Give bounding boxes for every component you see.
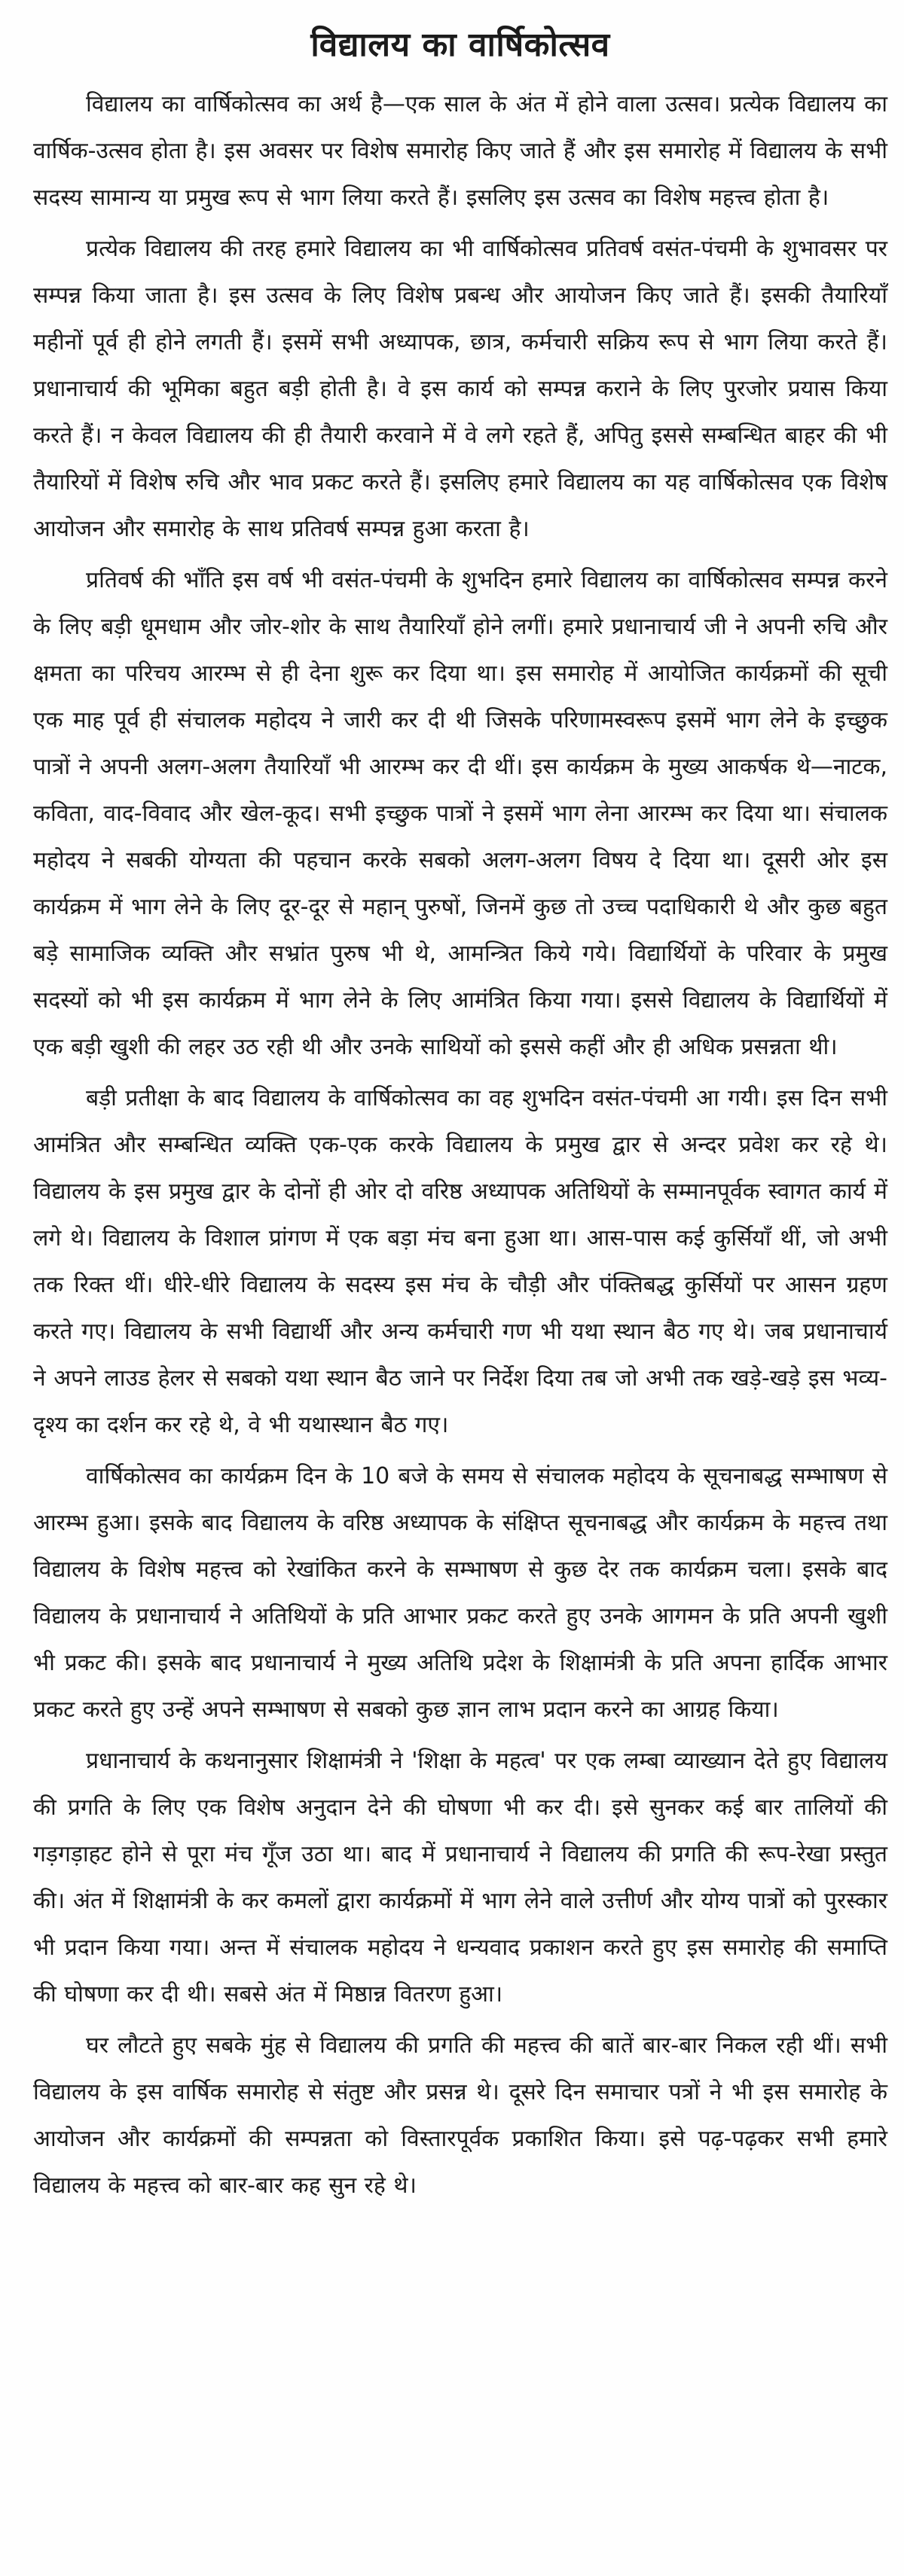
paragraph-5: वार्षिकोत्सव का कार्यक्रम दिन के 10 बजे के समय से संचालक महोदय के सूचनाबद्ध सम्भाषण से आरम्भ हुआ। इसके बाद विद्यालय के वरिष्ठ अध्यापक के संक्षिप्त सूचनाबद्ध और कार्यक्रम के महत्त्व तथा विद्यालय के विशेष महत्त्व को रेखांकित करने के सम्भाषण से कुछ देर तक कार्यक्रम चला। इसके बाद विद्यालय के प्रधानाचार्य ने अतिथियों के प्रति आभार प्रकट करते हुए उनके आगमन के प्रति अपनी खुशी भी प्रकट की। इसके बाद प्रधानाचार्य ने मुख्य अतिथि प्रदेश के शिक्षामंत्री के प्रति अपना हार्दिक आभार प्रकट करते हुए उन्हें अपने सम्भाषण से सबको कुछ ज्ञान लाभ प्रदान करने का आग्रह किया। bbox=[33, 1463, 887, 1723]
essay-title: विद्यालय का वार्षिकोत्सव bbox=[310, 26, 610, 64]
paragraph-2: प्रत्येक विद्यालय की तरह हमारे विद्यालय का भी वार्षिकोत्सव प्रतिवर्ष वसंत-पंचमी के शुभावसर पर सम्पन्न किया जाता है। इस उत्सव के लिए विशेष प्रबन्ध और आयोजन किए जाते हैं। इसकी तैयारियाँ महीनों पूर्व ही होने लगती हैं। इसमें सभी अध्यापक, छात्र, कर्मचारी सक्रिय रूप से भाग लिया करते हैं। प्रधानाचार्य की भूमिका बहुत बड़ी होती है। वे इस कार्य को सम्पन्न कराने के लिए पुरजोर प्रयास किया करते हैं। न केवल विद्यालय की ही तैयारी करवाने में वे लगे रहते हैं, अपितु इससे सम्बन्धित बाहर की भी तैयारियों में विशेष रुचि और भाव प्रकट करते हैं। इसलिए हमारे विद्यालय का यह वार्षिकोत्सव एक विशेष आयोजन और समारोह के साथ प्रतिवर्ष सम्पन्न हुआ करता है। bbox=[33, 236, 887, 542]
paragraph-1: विद्यालय का वार्षिकोत्सव का अर्थ है—एक साल के अंत में होने वाला उत्सव। प्रत्येक विद्यालय का वार्षिक-उत्सव होता है। इस अवसर पर विशेष समारोह किए जाते हैं और इस समारोह में विद्यालय के सभी सदस्य सामान्य या प्रमुख रूप से भाग लिया करते हैं। इसलिए इस उत्सव का विशेष महत्त्व होता है। bbox=[33, 91, 887, 211]
paragraph-4: बड़ी प्रतीक्षा के बाद विद्यालय के वार्षिकोत्सव का वह शुभदिन वसंत-पंचमी आ गयी। इस दिन सभी आमंत्रित और सम्बन्धित व्यक्ति एक-एक करके विद्यालय के प्रमुख द्वार से अन्दर प्रवेश कर रहे थे। विद्यालय के इस प्रमुख द्वार के दोनों ही ओर दो वरिष्ठ अध्यापक अतिथियों के सम्मानपूर्वक स्वागत कार्य में लगे थे। विद्यालय के विशाल प्रांगण में एक बड़ा मंच बना हुआ था। आस-पास कई कुर्सियाँ थीं, जो अभी तक रिक्त थीं। धीरे-धीरे विद्यालय के सदस्य इस मंच के चौड़ी और पंक्तिबद्ध कुर्सियों पर आसन ग्रहण करते गए। विद्यालय के सभी विद्यार्थी और अन्य कर्मचारी गण भी यथा स्थान बैठ गए थे। जब प्रधानाचार्य ने अपने लाउड हेलर से सबको यथा स्थान बैठ जाने पर निर्देश दिया तब जो अभी तक खड़े-खड़े इस भव्य-दृश्य का दर्शन कर रहे थे, वे भी यथास्थान बैठ गए। bbox=[33, 1085, 887, 1438]
paragraph-6: प्रधानाचार्य के कथनानुसार शिक्षामंत्री ने 'शिक्षा के महत्व' पर एक लम्बा व्याख्यान देते हुए विद्यालय की प्रगति के लिए एक विशेष अनुदान देने की घोषणा भी कर दी। इसे सुनकर कई बार तालियों की गड़गड़ाहट होने से पूरा मंच गूँज उठा था। बाद में प्रधानाचार्य ने विद्यालय की प्रगति की रूप-रेखा प्रस्तुत की। अंत में शिक्षामंत्री के कर कमलों द्वारा कार्यक्रमों में भाग लेने वाले उत्तीर्ण और योग्य पात्रों को पुरस्कार भी प्रदान किया गया। अन्त में संचालक महोदय ने धन्यवाद प्रकाशन करते हुए इस समारोह की समाप्ति की घोषणा कर दी थी। सबसे अंत में मिष्ठान्न वितरण हुआ। bbox=[33, 1748, 887, 2007]
paragraph-7: घर लौटते हुए सबके मुंह से विद्यालय की प्रगति की महत्त्व की बातें बार-बार निकल रही थीं। सभी विद्यालय के इस वार्षिक समारोह से संतुष्ट और प्रसन्न थे। दूसरे दिन समाचार पत्रों ने भी इस समारोह के आयोजन और कार्यक्रमों की सम्पन्नता को विस्तारपूर्वक प्रकाशित किया। इसे पढ़-पढ़कर सभी हमारे विद्यालय के महत्त्व को बार-बार कह सुन रहे थे। bbox=[33, 2032, 887, 2199]
paragraph-3: प्रतिवर्ष की भाँति इस वर्ष भी वसंत-पंचमी के शुभदिन हमारे विद्यालय का वार्षिकोत्सव सम्पन्न करने के लिए बड़ी धूमधाम और जोर-शोर के साथ तैयारियाँ होने लगीं। हमारे प्रधानाचार्य जी ने अपनी रुचि और क्षमता का परिचय आरम्भ से ही देना शुरू कर दिया था। इस समारोह में आयोजित कार्यक्रमों की सूची एक माह पूर्व ही संचालक महोदय ने जारी कर दी थी जिसके परिणामस्वरूप इसमें भाग लेने के इच्छुक पात्रों ने अपनी अलग-अलग तैयारियाँ भी आरम्भ कर दी थीं। इस कार्यक्रम के मुख्य आकर्षक थे—नाटक, कविता, वाद-विवाद और खेल-कूद। सभी इच्छुक पात्रों ने इसमें भाग लेना आरम्भ कर दिया था। संचालक महोदय ने सबकी योग्यता की पहचान करके सबको अलग-अलग विषय दे दिया था। दूसरी ओर इस कार्यक्रम में भाग लेने के लिए दूर-दूर से महान् पुरुषों, जिनमें कुछ तो उच्च पदाधिकारी थे और कुछ बहुत बड़े सामाजिक व्यक्ति और सभ्रांत पुरुष भी थे, आमन्त्रित किये गये। विद्यार्थियों के परिवार के प्रमुख सदस्यों को भी इस कार्यक्रम में भाग लेने के लिए आमंत्रित किया गया। इससे विद्यालय के विद्यार्थियों में एक बड़ी खुशी की लहर उठ रही थी और उनके साथियों को इससे कहीं और ही अधिक प्रसन्नता थी। bbox=[33, 567, 887, 1060]
